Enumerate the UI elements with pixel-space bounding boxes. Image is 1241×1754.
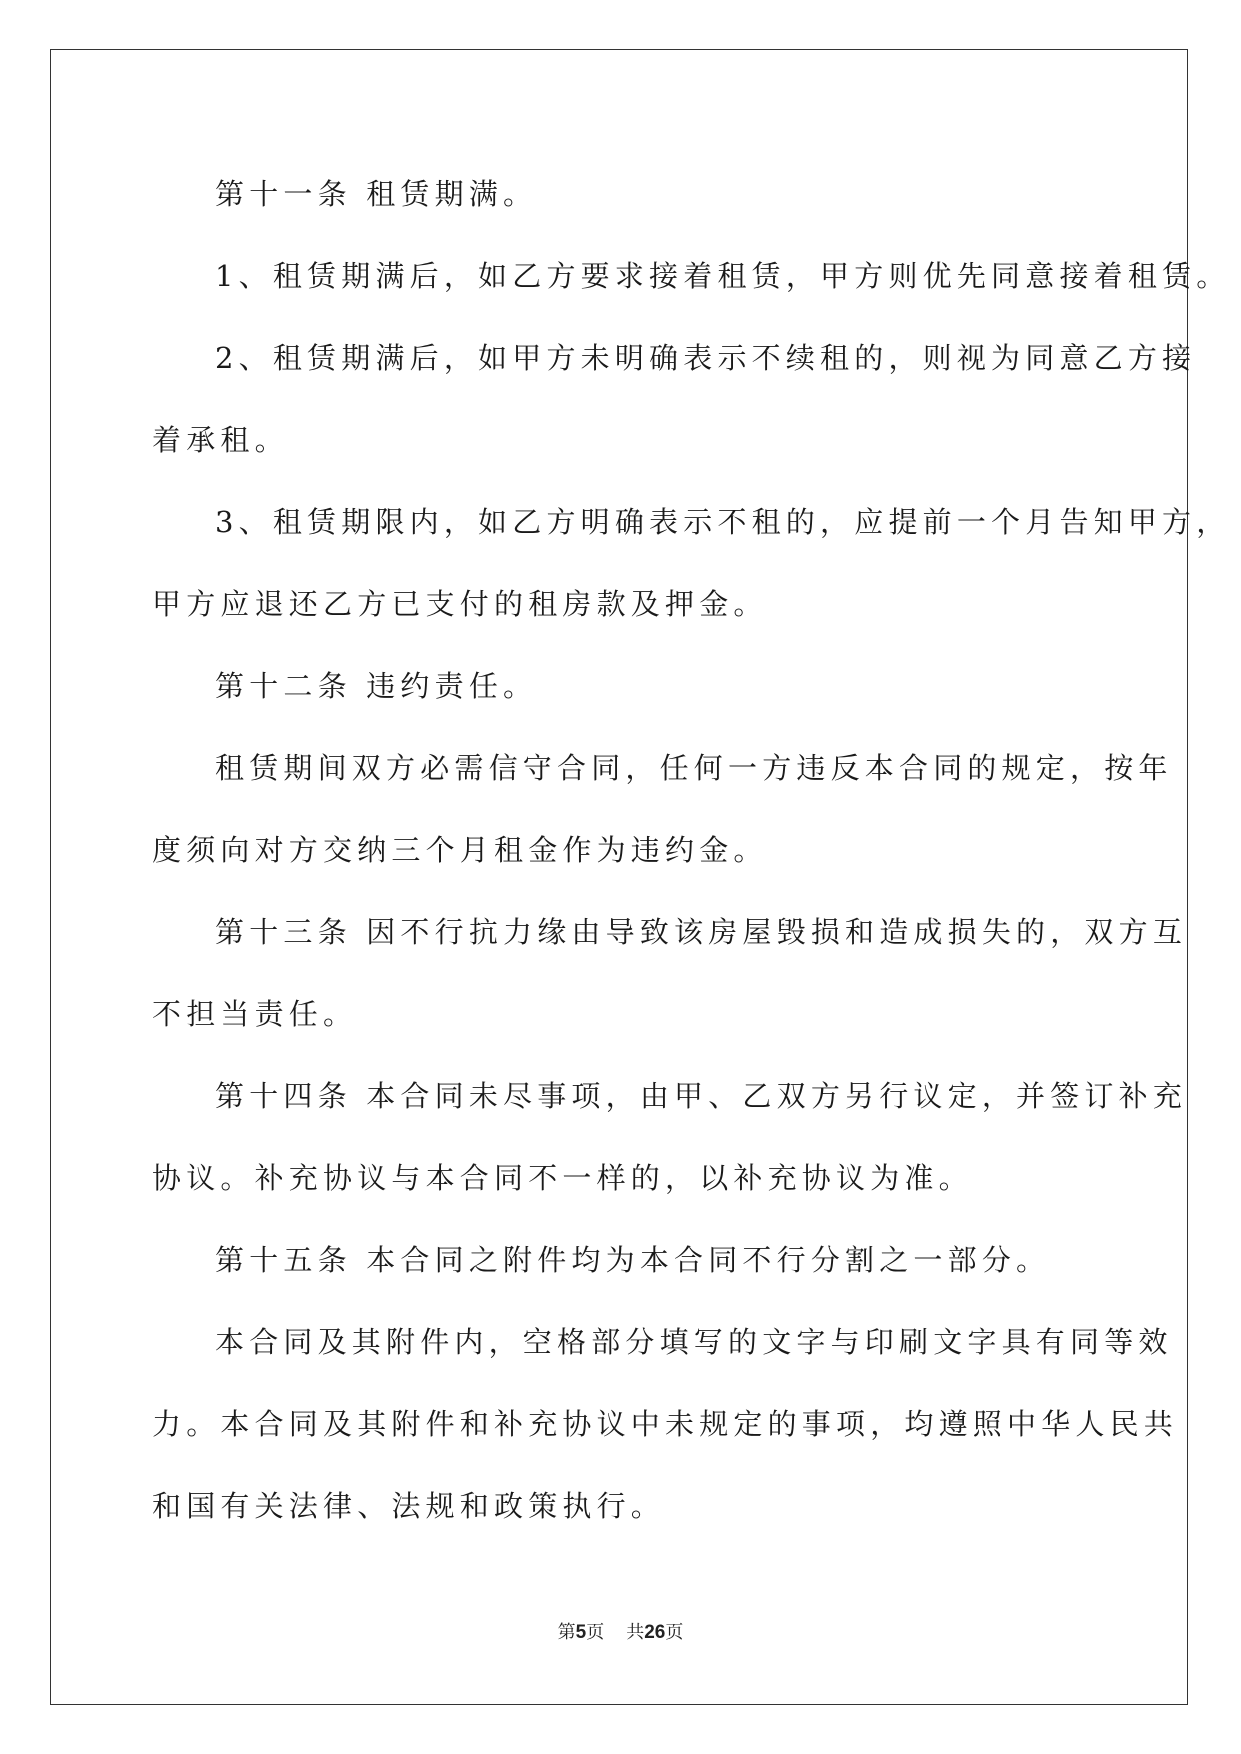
text-line: 租赁期间双方必需信守合同，任何一方违反本合同的规定，按年 [215,751,1173,785]
text-line: 力。本合同及其附件和补充协议中未规定的事项，均遵照中华人民共 [152,1407,1179,1441]
page-border [50,49,1188,1705]
text-line: 甲方应退还乙方已支付的租房款及押金。 [152,587,768,621]
page-number: 5 [575,1622,587,1643]
text-line: 协议。补充协议与本合同不一样的，以补充协议为准。 [152,1161,973,1195]
text-line: 本合同及其附件内，空格部分填写的文字与印刷文字具有同等效 [215,1325,1173,1359]
text-line: 不担当责任。 [152,997,358,1031]
text-line: 1、租赁期满后，如乙方要求接着租赁，甲方则优先同意接着租赁。 [215,259,1231,293]
text-line: 第十四条 本合同未尽事项，由甲、乙双方另行议定，并签订补充 [215,1079,1188,1113]
text-line: 3、租赁期限内，如乙方明确表示不租的，应提前一个月告知甲方， [215,505,1231,539]
page-suffix: 页 [586,1622,605,1643]
text-line: 和国有关法律、法规和政策执行。 [152,1489,666,1523]
total-suffix: 页 [665,1622,684,1643]
text-line: 2、租赁期满后，如甲方未明确表示不续租的，则视为同意乙方接 [215,341,1197,375]
text-line: 第十五条 本合同之附件均为本合同不行分割之一部分。 [215,1243,1051,1277]
text-line: 度须向对方交纳三个月租金作为违约金。 [152,833,768,867]
text-line: 第十二条 违约责任。 [215,669,538,703]
text-line: 着承租。 [152,423,289,457]
page-prefix: 第 [557,1622,576,1643]
text-line: 第十三条 因不行抗力缘由导致该房屋毁损和造成损失的，双方互 [215,915,1188,949]
total-pages: 26 [644,1622,666,1643]
text-line: 第十一条 租赁期满。 [215,177,538,211]
page-footer [0,1622,1241,1644]
total-prefix: 共 [626,1622,645,1643]
